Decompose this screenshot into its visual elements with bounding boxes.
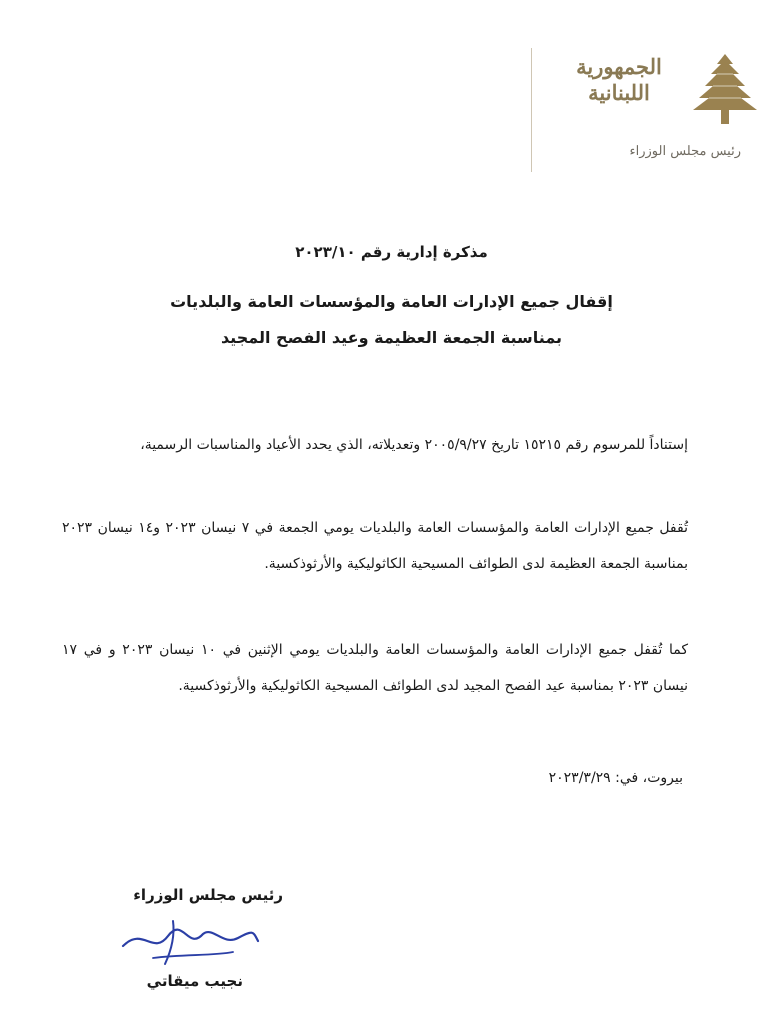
- handwritten-signature: [113, 916, 263, 966]
- letterhead-title-line2: اللبنانية: [588, 80, 650, 105]
- memo-title: مذكرة إدارية رقم ٢٠٢٣/١٠: [295, 243, 488, 261]
- date-line: بيروت، في: ٢٠٢٣/٣/٢٩: [548, 770, 683, 786]
- body-paragraph-1: إستناداً للمرسوم رقم ١٥٢١٥ تاريخ ٢٠٠٥/٩/٢٧ وتعديلاته، الذي يحدد الأعياد والمناسبات الرسمية،: [140, 437, 688, 453]
- cedar-tree-icon: [689, 52, 761, 126]
- letterhead: [531, 44, 761, 174]
- letterhead-title-line1: الجمهورية: [576, 54, 662, 79]
- letterhead-subtitle: رئيس مجلس الوزراء: [629, 144, 741, 159]
- signatory-name: نجيب ميقاتي: [146, 972, 243, 990]
- letterhead-divider: [531, 48, 532, 172]
- letterhead-title: [553, 54, 685, 106]
- memo-subject-line2: بمناسبة الجمعة العظيمة وعيد الفصح المجيد: [220, 328, 563, 347]
- body-paragraph-3: كما تُقفل جميع الإدارات العامة والمؤسسات العامة والبلديات يومي الإثنين في ١٠ نيسان ٢٠٢٣ و في ١٧ نيسان ٢٠٢٣ بمناسبة عيد الفصح المجيد لدى الطوائف المسيحية الكاثوليكية والأرثوذكسية.: [62, 642, 688, 694]
- body-paragraph-2: تُقفل جميع الإدارات العامة والمؤسسات العامة والبلديات يومي الجمعة في ٧ نيسان ٢٠٢٣ و١٤ نيسان ٢٠٢٣ بمناسبة الجمعة العظيمة لدى الطوائف المسيحية الكاثوليكية والأرثوذكسية.: [62, 520, 688, 572]
- memo-subject-line1: إقفال جميع الإدارات العامة والمؤسسات العامة والبلديات: [170, 292, 613, 311]
- signature-title: رئيس مجلس الوزراء: [133, 886, 283, 904]
